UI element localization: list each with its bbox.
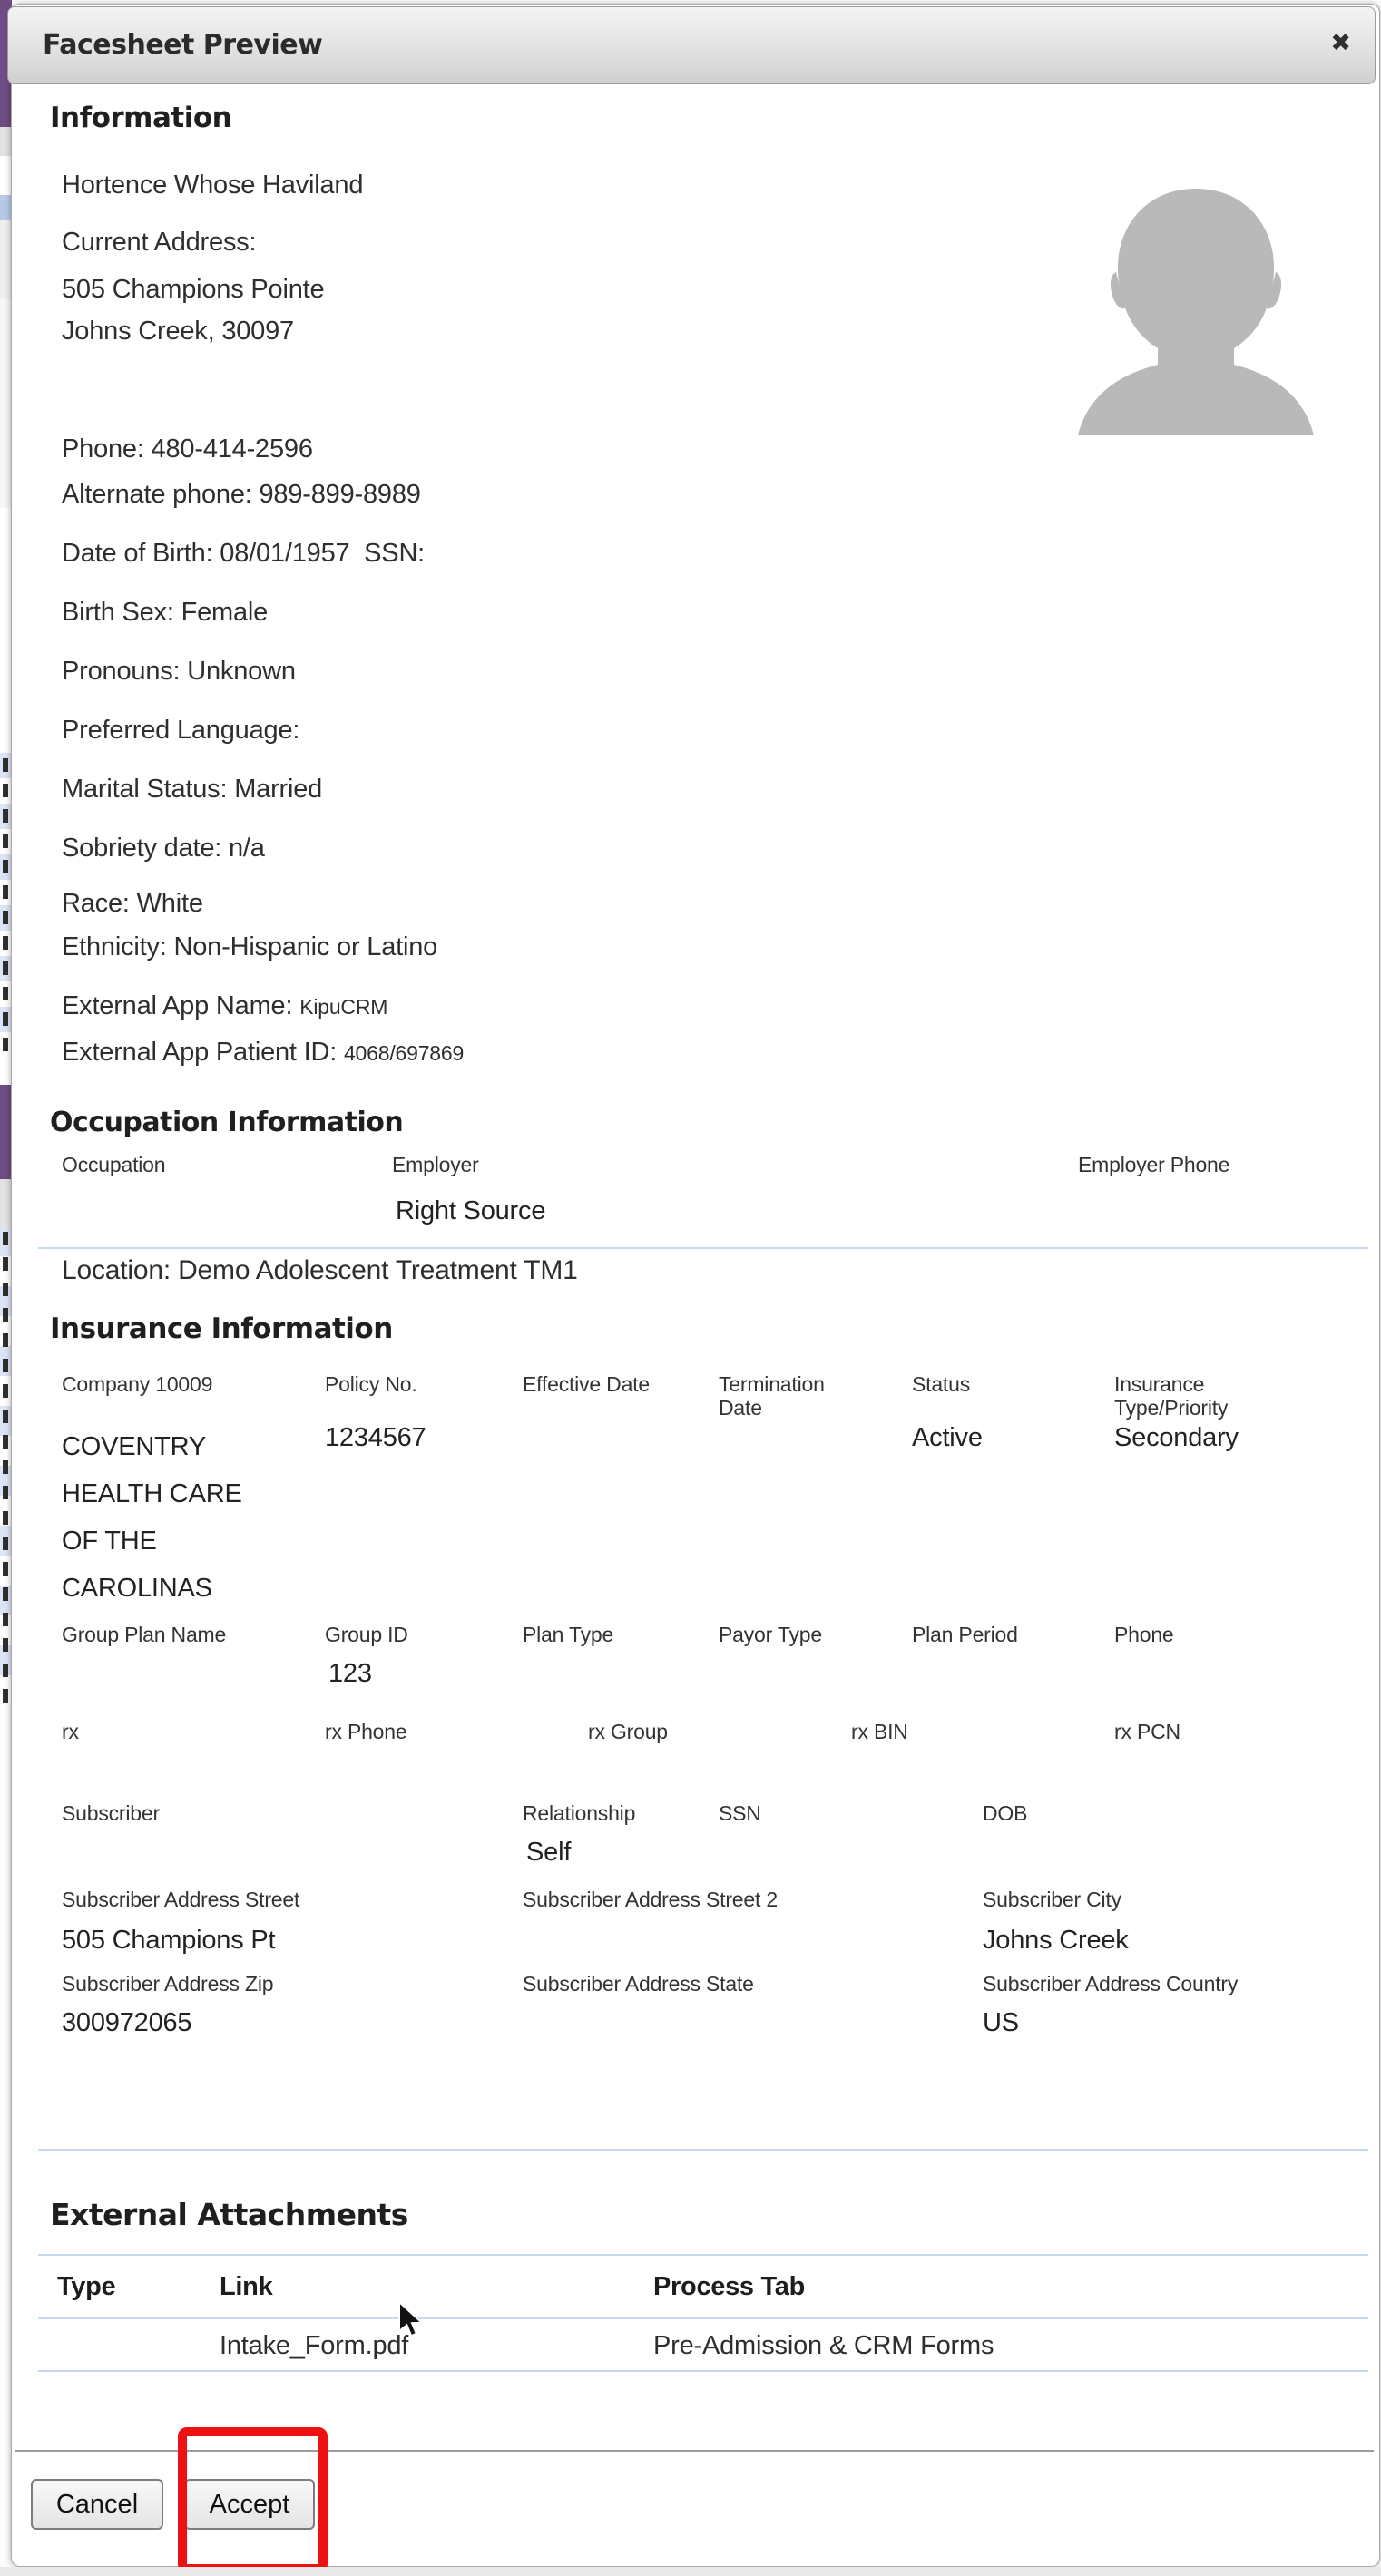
alternate-phone-line: Alternate phone: 989-899-8989 — [62, 480, 421, 509]
attachment-process-tab-value: Pre-Admission & CRM Forms — [653, 2331, 994, 2360]
external-app-name-label: External App Name: — [62, 991, 293, 1020]
sobriety-date-line: Sobriety date: n/a — [62, 834, 265, 863]
mouse-cursor-icon — [397, 2300, 428, 2345]
footer-divider — [15, 2450, 1374, 2452]
divider — [38, 2254, 1368, 2256]
location-line: Location: Demo Adolescent Treatment TM1 — [62, 1255, 578, 1285]
external-app-id-label: External App Patient ID: — [62, 1038, 338, 1067]
person-silhouette-icon — [1060, 136, 1332, 435]
external-attachments-heading: External Attachments — [50, 2197, 408, 2232]
dob-col-header: DOB — [983, 1801, 1028, 1825]
divider — [38, 2317, 1368, 2319]
divider — [38, 2370, 1368, 2372]
pronouns-line: Pronouns: Unknown — [62, 657, 296, 686]
current-address-label: Current Address: — [62, 228, 257, 257]
phone-col-header: Phone — [1114, 1623, 1174, 1646]
close-icon[interactable]: ✖ — [1330, 29, 1351, 57]
divider — [38, 1247, 1368, 1249]
group-id-col-header: Group ID — [325, 1623, 408, 1646]
relationship-col-header: Relationship — [523, 1801, 636, 1825]
effective-date-col-header: Effective Date — [523, 1372, 650, 1396]
rx-phone-col-header: rx Phone — [325, 1720, 407, 1743]
policy-value: 1234567 — [325, 1423, 426, 1452]
external-app-id-value: 4068/697869 — [343, 1041, 465, 1065]
subscriber-state-col-header: Subscriber Address State — [523, 1972, 754, 1995]
subscriber-city-col-header: Subscriber City — [983, 1888, 1121, 1911]
attachment-link[interactable]: Intake_Form.pdf — [220, 2331, 409, 2360]
patient-name: Hortence Whose Haviland — [62, 171, 364, 200]
plan-type-col-header: Plan Type — [523, 1623, 614, 1646]
ethnicity-line: Ethnicity: Non-Hispanic or Latino — [62, 932, 438, 961]
relationship-value: Self — [526, 1838, 572, 1867]
occupation-heading: Occupation Information — [50, 1107, 404, 1138]
attachment-link-col-header: Link — [220, 2272, 273, 2301]
external-app-id-line — [62, 1038, 464, 1068]
birth-sex-line: Birth Sex: Female — [62, 598, 269, 627]
group-plan-name-col-header: Group Plan Name — [62, 1623, 227, 1646]
accept-button[interactable]: Accept — [184, 2479, 315, 2530]
subscriber-street-col-header: Subscriber Address Street — [62, 1888, 300, 1911]
rx-bin-col-header: rx BIN — [851, 1720, 908, 1743]
type-priority-col-header: Insurance Type/Priority — [1114, 1372, 1229, 1420]
race-line: Race: White — [62, 889, 203, 918]
information-heading: Information — [50, 102, 232, 134]
occupation-col-header: Occupation — [62, 1153, 166, 1176]
group-id-value: 123 — [328, 1659, 372, 1688]
type-priority-value: Secondary — [1114, 1423, 1239, 1452]
subscriber-country-col-header: Subscriber Address Country — [983, 1972, 1239, 1995]
rx-group-col-header: rx Group — [588, 1720, 668, 1743]
employer-col-header: Employer — [392, 1153, 479, 1176]
cancel-button[interactable]: Cancel — [31, 2479, 163, 2530]
patient-photo-placeholder — [1060, 136, 1332, 435]
plan-period-col-header: Plan Period — [912, 1623, 1018, 1646]
employer-value: Right Source — [396, 1196, 546, 1225]
address-line1: 505 Champions Pointe — [62, 275, 325, 304]
employer-phone-col-header: Employer Phone — [1078, 1153, 1230, 1176]
company-col-header: Company 10009 — [62, 1372, 213, 1396]
payor-type-col-header: Payor Type — [719, 1623, 822, 1646]
subscriber-country-value: US — [983, 2008, 1019, 2037]
address-line2: Johns Creek, 30097 — [62, 317, 294, 346]
company-value: COVENTRY HEALTH CARE OF THE CAROLINAS — [62, 1432, 242, 1603]
attachment-type-col-header: Type — [57, 2272, 116, 2301]
subscriber-city-value: Johns Creek — [983, 1926, 1129, 1955]
external-app-name-line — [62, 991, 387, 1021]
preferred-language-line: Preferred Language: — [62, 716, 300, 745]
marital-status-line: Marital Status: Married — [62, 775, 323, 804]
status-col-header: Status — [912, 1372, 971, 1396]
dialog-titlebar[interactable] — [7, 6, 1376, 84]
subscriber-zip-col-header: Subscriber Address Zip — [62, 1972, 274, 1995]
attachment-process-tab-col-header: Process Tab — [653, 2272, 806, 2301]
phone-line: Phone: 480-414-2596 — [62, 434, 313, 463]
dob-ssn-line: Date of Birth: 08/01/1957 SSN: — [62, 539, 426, 568]
external-app-name-value: KipuCRM — [299, 995, 388, 1019]
status-value: Active — [912, 1423, 983, 1452]
subscriber-street-value: 505 Champions Pt — [62, 1926, 276, 1955]
rx-col-header: rx — [62, 1720, 79, 1743]
divider — [38, 2149, 1368, 2151]
subscriber-zip-value: 300972065 — [62, 2008, 192, 2037]
dialog-title: Facesheet Preview — [43, 29, 323, 61]
insurance-heading: Insurance Information — [50, 1312, 393, 1345]
page-bottom-strip — [0, 2567, 1381, 2576]
rx-pcn-col-header: rx PCN — [1114, 1720, 1180, 1743]
subscriber-col-header: Subscriber — [62, 1801, 160, 1825]
policy-col-header: Policy No. — [325, 1372, 417, 1396]
ssn-col-header: SSN — [719, 1801, 761, 1825]
subscriber-street2-col-header: Subscriber Address Street 2 — [523, 1888, 778, 1911]
termination-date-col-header: Termination Date — [719, 1372, 825, 1420]
